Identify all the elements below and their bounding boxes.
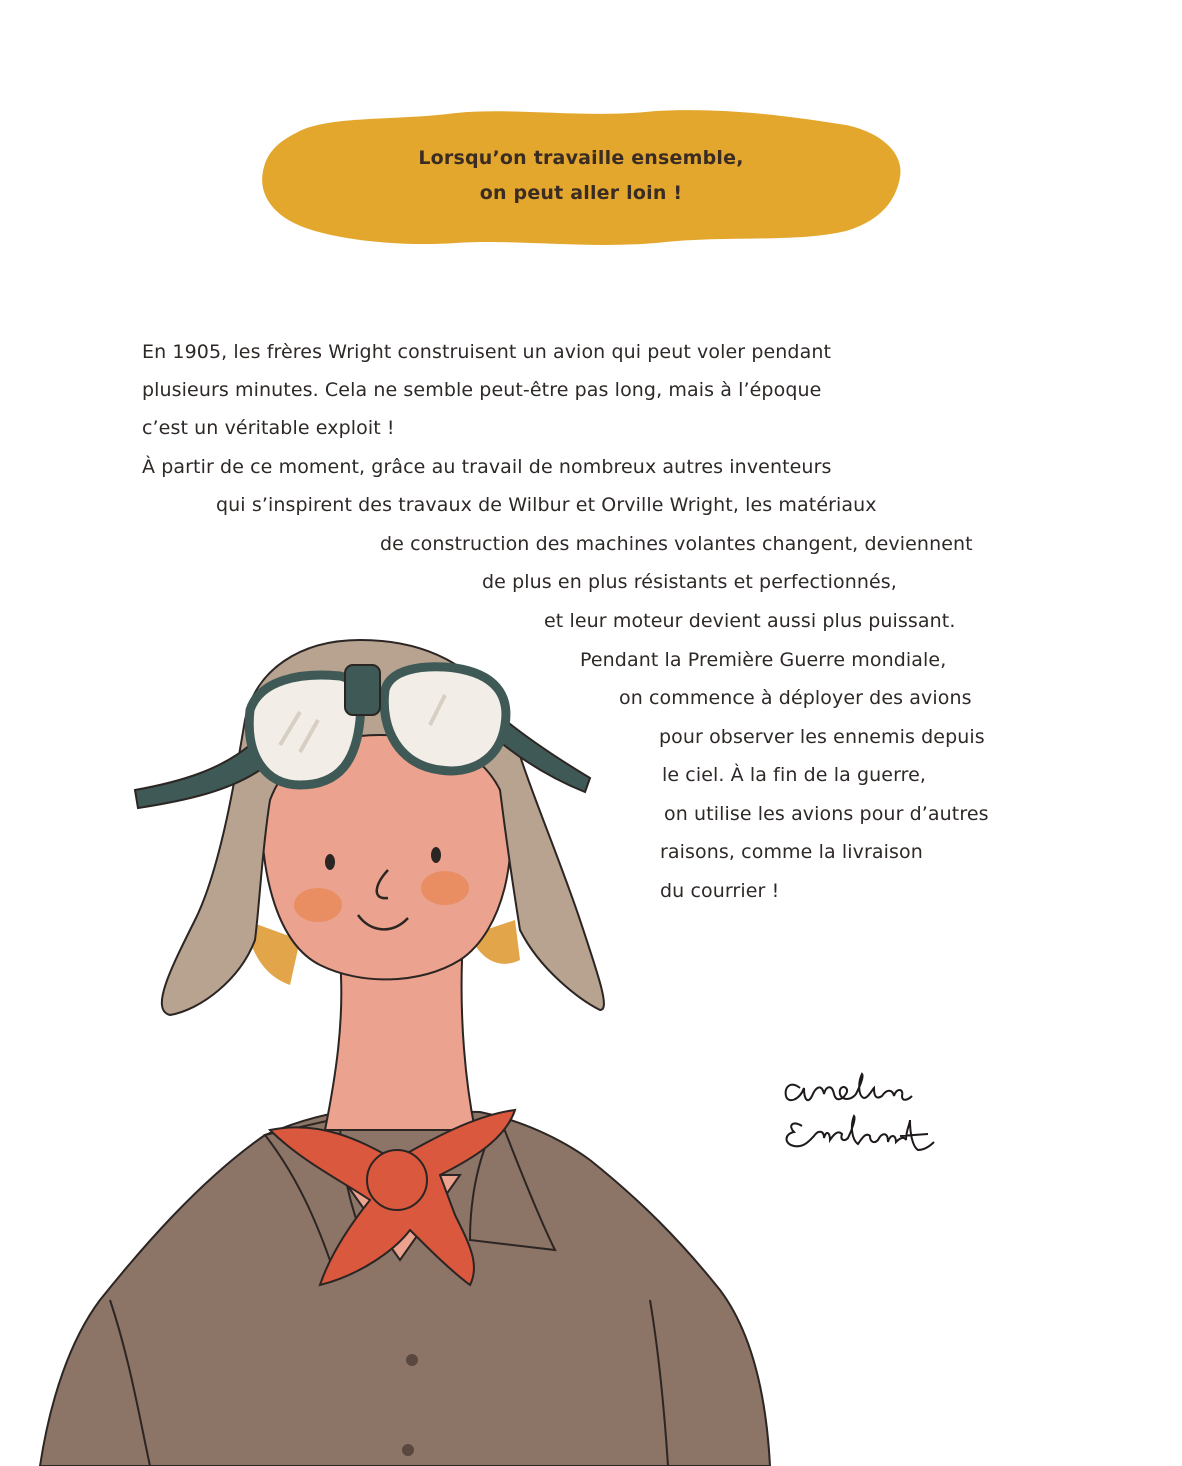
story-line: de plus en plus résistants et perfectionnés, (482, 571, 897, 593)
signature-earhart (787, 1116, 935, 1150)
story-line: du courrier ! (660, 880, 780, 902)
story-line: À partir de ce moment, grâce au travail de nombreux autres inventeurs (142, 456, 832, 478)
story-line: le ciel. À la fin de la guerre, (662, 764, 927, 786)
story-line: et leur moteur devient aussi plus puissant. (544, 610, 956, 632)
story-line: on commence à déployer des avions (619, 687, 972, 709)
story-line: pour observer les ennemis depuis (659, 726, 985, 748)
story-line: c’est un véritable exploit ! (142, 417, 395, 439)
story-line: Pendant la Première Guerre mondiale, (580, 649, 947, 671)
story-line: on utilise les avions pour d’autres (664, 803, 989, 825)
banner-line-1: Lorsqu’on travaille ensemble, (418, 147, 744, 169)
story-line: plusieurs minutes. Cela ne semble peut-être pas long, mais à l’époque (142, 379, 822, 401)
story-line: qui s’inspirent des travaux de Wilbur et Orville Wright, les matériaux (216, 494, 877, 516)
signature-amelia (786, 1074, 912, 1100)
story-line: raisons, comme la livraison (660, 841, 923, 863)
signature (778, 1060, 948, 1180)
banner-line-2: on peut aller loin ! (479, 182, 683, 204)
story-line: En 1905, les frères Wright construisent un avion qui peut voler pendant (142, 341, 832, 363)
story-line: de construction des machines volantes changent, deviennent (380, 533, 973, 555)
